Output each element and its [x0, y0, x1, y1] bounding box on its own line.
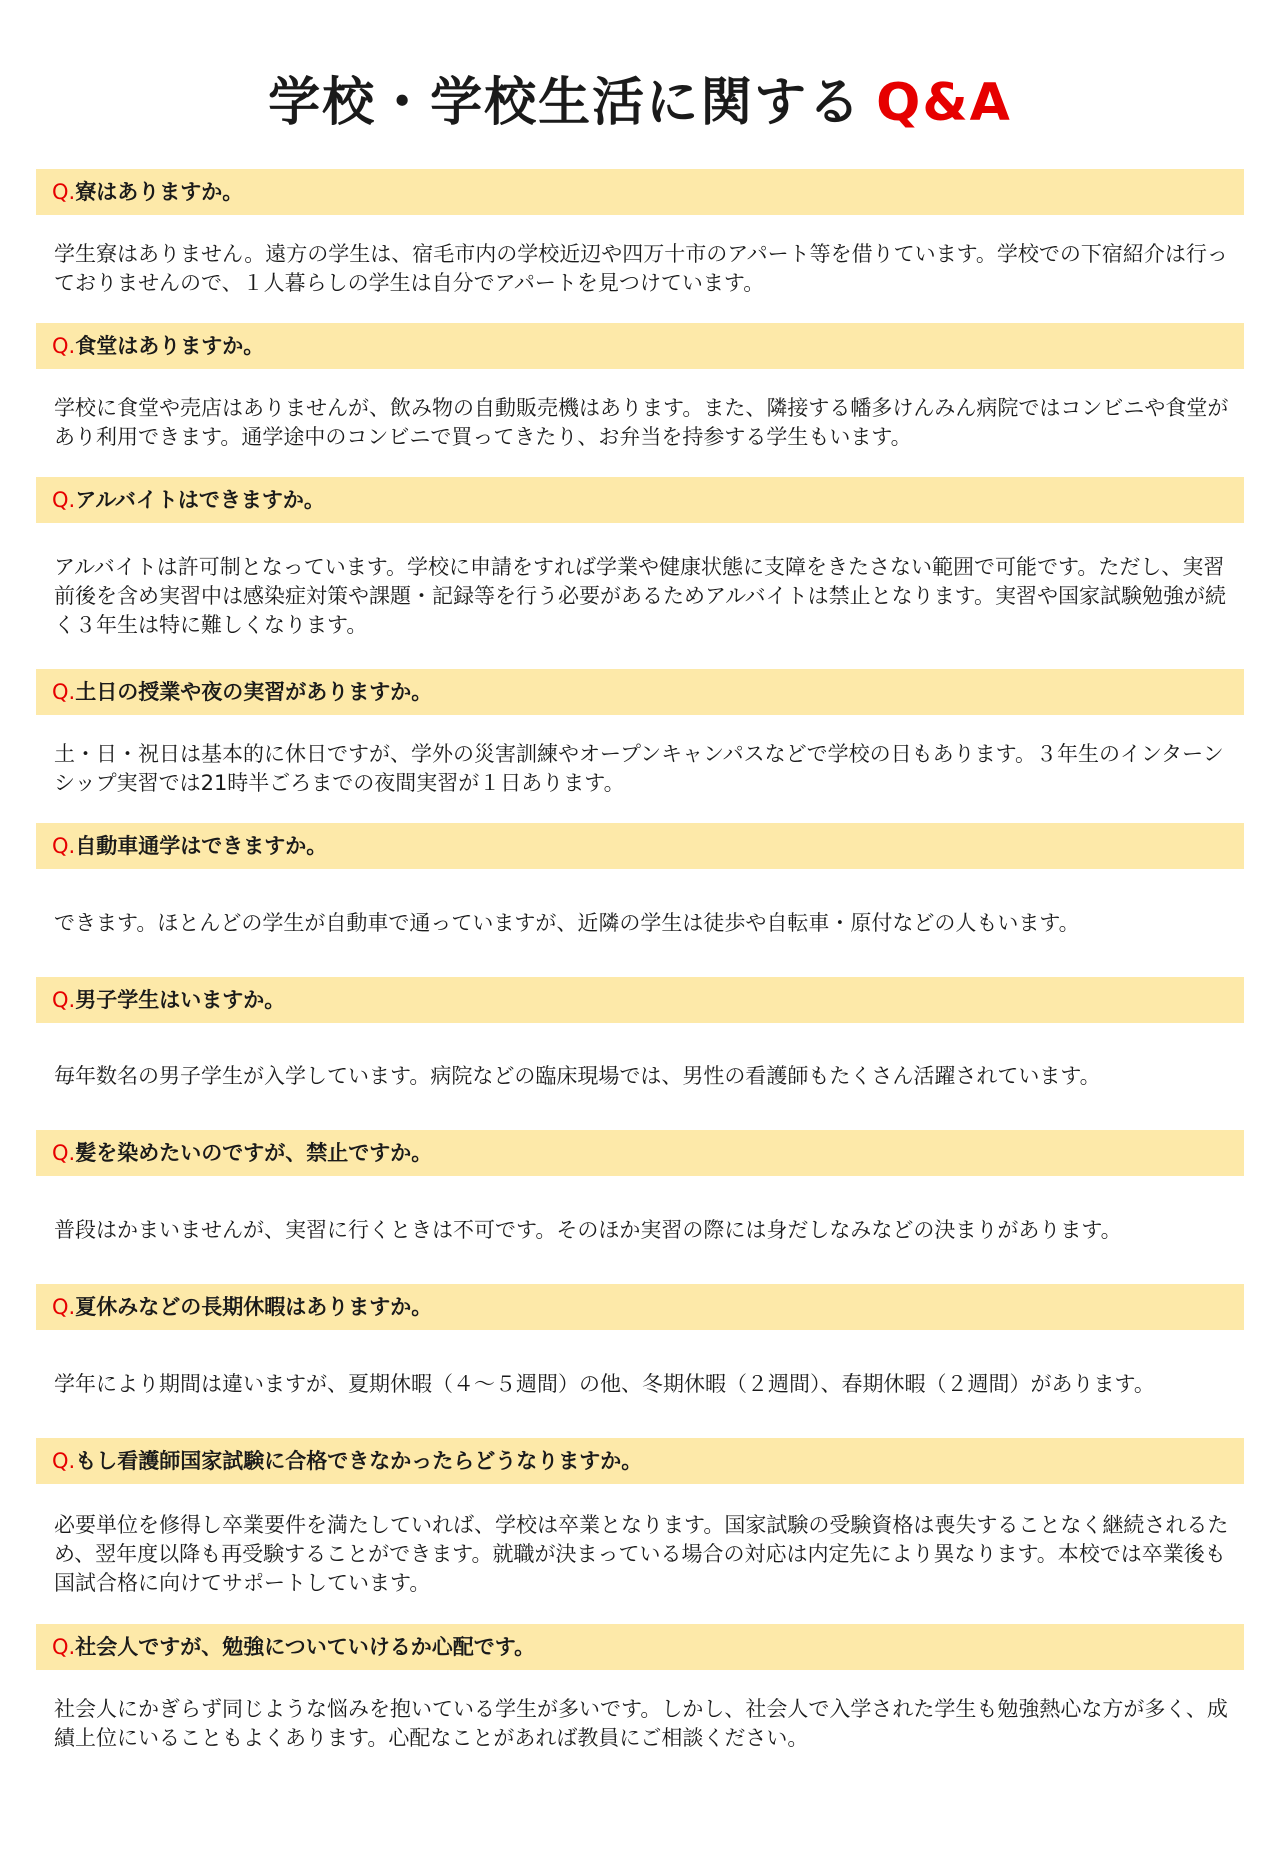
question-banner — [36, 477, 1244, 523]
answer-block — [36, 869, 1244, 977]
answer-text: 毎年数名の男子学生が入学しています。病院などの臨床現場では、男性の看護師もたくさん活躍されています。 — [54, 1064, 1101, 1088]
q-mark: Q. — [52, 334, 76, 358]
question-text: 自動車通学はできますか。 — [75, 834, 328, 858]
qa-item-cafeteria — [36, 323, 1244, 477]
question-text: もし看護師国家試験に合格できなかったらどうなりますか。 — [75, 1449, 643, 1473]
answer-text: 学生寮はありません。遠方の学生は、宿毛市内の学校近辺や四万十市のアパート等を借りています。学校での下宿紹介は行っておりませんので、１人暮らしの学生は自分でアパートを見つけています。 — [54, 242, 1228, 295]
q-mark: Q. — [52, 1295, 76, 1319]
q-mark: Q. — [52, 1141, 76, 1165]
answer-text: 必要単位を修得し卒業要件を満たしていれば、学校は卒業となります。国家試験の受験資格は喪失することなく継続されるため、翌年度以降も再受験することができます。就職が決まっている場合の対応は内定先により異なります。本校では卒業後も国試合格に向けてサポートしています。 — [54, 1512, 1229, 1595]
question-text: 社会人ですが、勉強についていけるか心配です。 — [75, 1635, 536, 1659]
qa-item-long-vacation — [36, 1284, 1244, 1438]
qa-item-weekend-classes — [36, 669, 1244, 823]
answer-text: 土・日・祝日は基本的に休日ですが、学外の災害訓練やオープンキャンパスなどで学校の日もあります。３年生のインターンシップ実習では21時半ごろまでの夜間実習が１日あります。 — [54, 742, 1224, 795]
q-mark: Q. — [52, 488, 76, 512]
question-banner — [36, 1438, 1244, 1484]
answer-block — [36, 215, 1244, 323]
question-banner — [36, 1284, 1244, 1330]
page-title-main: 学校・学校生活に関する — [268, 72, 863, 133]
answer-text: 普段はかまいませんが、実習に行くときは不可です。そのほか実習の際には身だしなみなどの決まりがあります。 — [54, 1217, 1122, 1242]
qa-item-dormitory — [36, 169, 1244, 323]
answer-block — [36, 1330, 1244, 1438]
page-title-accent: Q&A — [876, 72, 1012, 133]
qa-item-part-time-job — [36, 477, 1244, 669]
answer-text: アルバイトは許可制となっています。学校に申請をすれば学業や健康状態に支障をきたさない範囲で可能です。ただし、実習前後を含め実習中は感染症対策や課題・記録等を行う必要があるためアルバイトは禁止となります。実習や国家試験勉強が続く３年生は特に難しくなります。 — [54, 554, 1227, 637]
question-text: 寮はありますか。 — [75, 180, 244, 204]
q-mark: Q. — [52, 1635, 76, 1659]
question-text: 男子学生はいますか。 — [75, 988, 286, 1012]
question-text: 土日の授業や夜の実習がありますか。 — [75, 680, 433, 704]
question-banner — [36, 823, 1244, 869]
question-text: 夏休みなどの長期休暇はありますか。 — [75, 1295, 433, 1319]
answer-text: できます。ほとんどの学生が自動車で通っていますが、近隣の学生は徒歩や自転車・原付などの人もいます。 — [54, 910, 1080, 935]
answer-block — [36, 369, 1244, 477]
q-mark: Q. — [52, 834, 76, 858]
q-mark: Q. — [52, 988, 76, 1012]
question-banner — [36, 977, 1244, 1023]
answer-block — [36, 1176, 1244, 1284]
question-banner — [36, 669, 1244, 715]
qa-item-car-commute — [36, 823, 1244, 977]
question-text: 髪を染めたいのですが、禁止ですか。 — [75, 1141, 433, 1165]
qa-list — [36, 169, 1244, 1778]
question-text: アルバイトはできますか。 — [75, 488, 325, 512]
question-banner — [36, 169, 1244, 215]
qa-item-exam-failure — [36, 1438, 1244, 1624]
question-text: 食堂はありますか。 — [75, 334, 265, 358]
answer-block — [36, 1484, 1244, 1624]
page-title — [0, 63, 1280, 143]
answer-text: 学年により期間は違いますが、夏期休暇（４～５週間）の他、冬期休暇（２週間）、春期休暇（２週間）があります。 — [54, 1371, 1155, 1396]
question-banner — [36, 1624, 1244, 1670]
q-mark: Q. — [52, 1449, 76, 1473]
qa-item-working-adult — [36, 1624, 1244, 1778]
question-banner — [36, 1130, 1244, 1176]
q-mark: Q. — [52, 180, 76, 204]
answer-block — [36, 1670, 1244, 1778]
qa-item-male-students — [36, 977, 1244, 1130]
q-mark: Q. — [52, 680, 76, 704]
answer-text: 学校に食堂や売店はありませんが、飲み物の自動販売機はあります。また、隣接する幡多けんみん病院ではコンビニや食堂があり利用できます。通学途中のコンビニで買ってきたり、お弁当を持参する学生もいます。 — [54, 396, 1229, 449]
qa-item-hair-dye — [36, 1130, 1244, 1284]
question-banner — [36, 323, 1244, 369]
answer-block — [36, 715, 1244, 823]
answer-text: 社会人にかぎらず同じような悩みを抱いている学生が多いです。しかし、社会人で入学された学生も勉強熱心な方が多く、成績上位にいることもよくあります。心配なことがあれば教員にご相談ください。 — [54, 1697, 1228, 1750]
answer-block — [36, 1023, 1244, 1130]
answer-block — [36, 523, 1244, 669]
